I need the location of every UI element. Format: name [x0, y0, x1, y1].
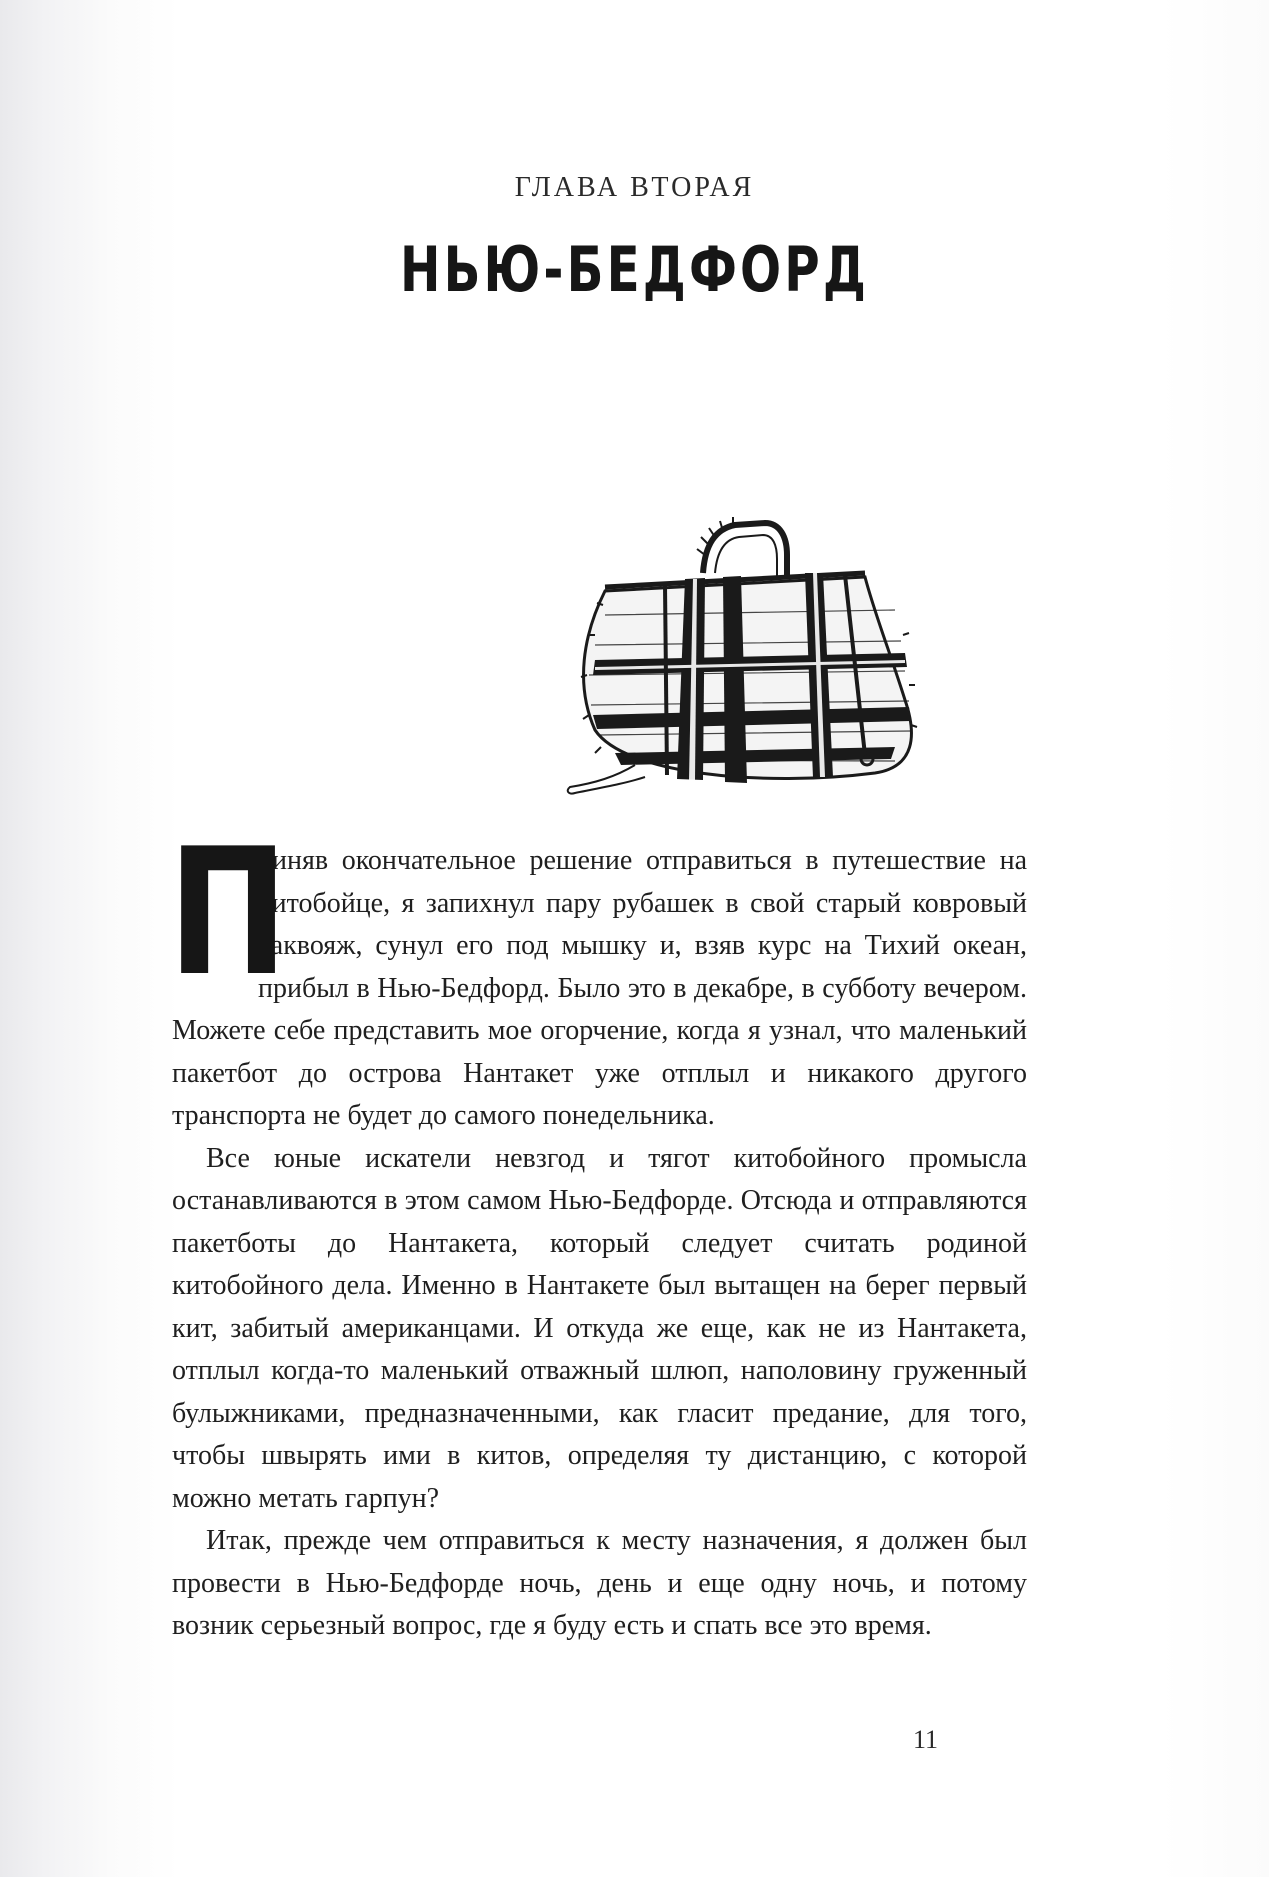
chapter-label: ГЛАВА ВТОРАЯ: [514, 172, 755, 203]
carpet-bag-icon: [565, 515, 1005, 805]
paragraph: Итак, прежде чем отправиться к месту назначения, я должен был провести в Нью-Бедфорде ночь, день и еще одну ночь, и потому возник серьезный вопрос, где я буду есть и спать все это время.: [172, 1525, 1027, 1641]
drop-cap: П: [168, 812, 289, 1015]
body-text: [168, 812, 1027, 1648]
page-number: 11: [913, 1725, 939, 1754]
paragraph: Все юные искатели невзгод и тягот китобойного промысла останавливаются в этом самом Нью-Бедфорде. Отсюда и отправляются пакетботы до Нантакета, который следует считать родиной китобойного дела. Именно в Нантакете был вытащен на берег первый кит, забитый американцами. И откуда же еще, как не из Нантакета, отплыл когда-то маленький отважный шлюп, наполовину груженный булыжниками, предназначенными, как гласит предание, для того, чтобы швырять ими в китов, определяя ту дистанцию, с которой можно метать гарпун?: [172, 1142, 1027, 1514]
paragraph-text: риняв окончательное решение отправиться в путешествие на китобойце, я запихнул пару рубашек в свой старый ковровый саквояж, сунул его под мышку и, взяв курс на Тихий океан, прибыл в Нью-Бедфорд. Было это в декабре, в субботу вечером. Можете себе представить мое огорчение, когда я узнал, что маленький пакетбот до острова Нантакет уже отплыл и никакого другого транспорта не будет до самого понедельника.: [172, 845, 1027, 1131]
paragraph: [168, 812, 1027, 1138]
chapter-title: НЬЮ-БЕДФОРД: [399, 233, 870, 306]
